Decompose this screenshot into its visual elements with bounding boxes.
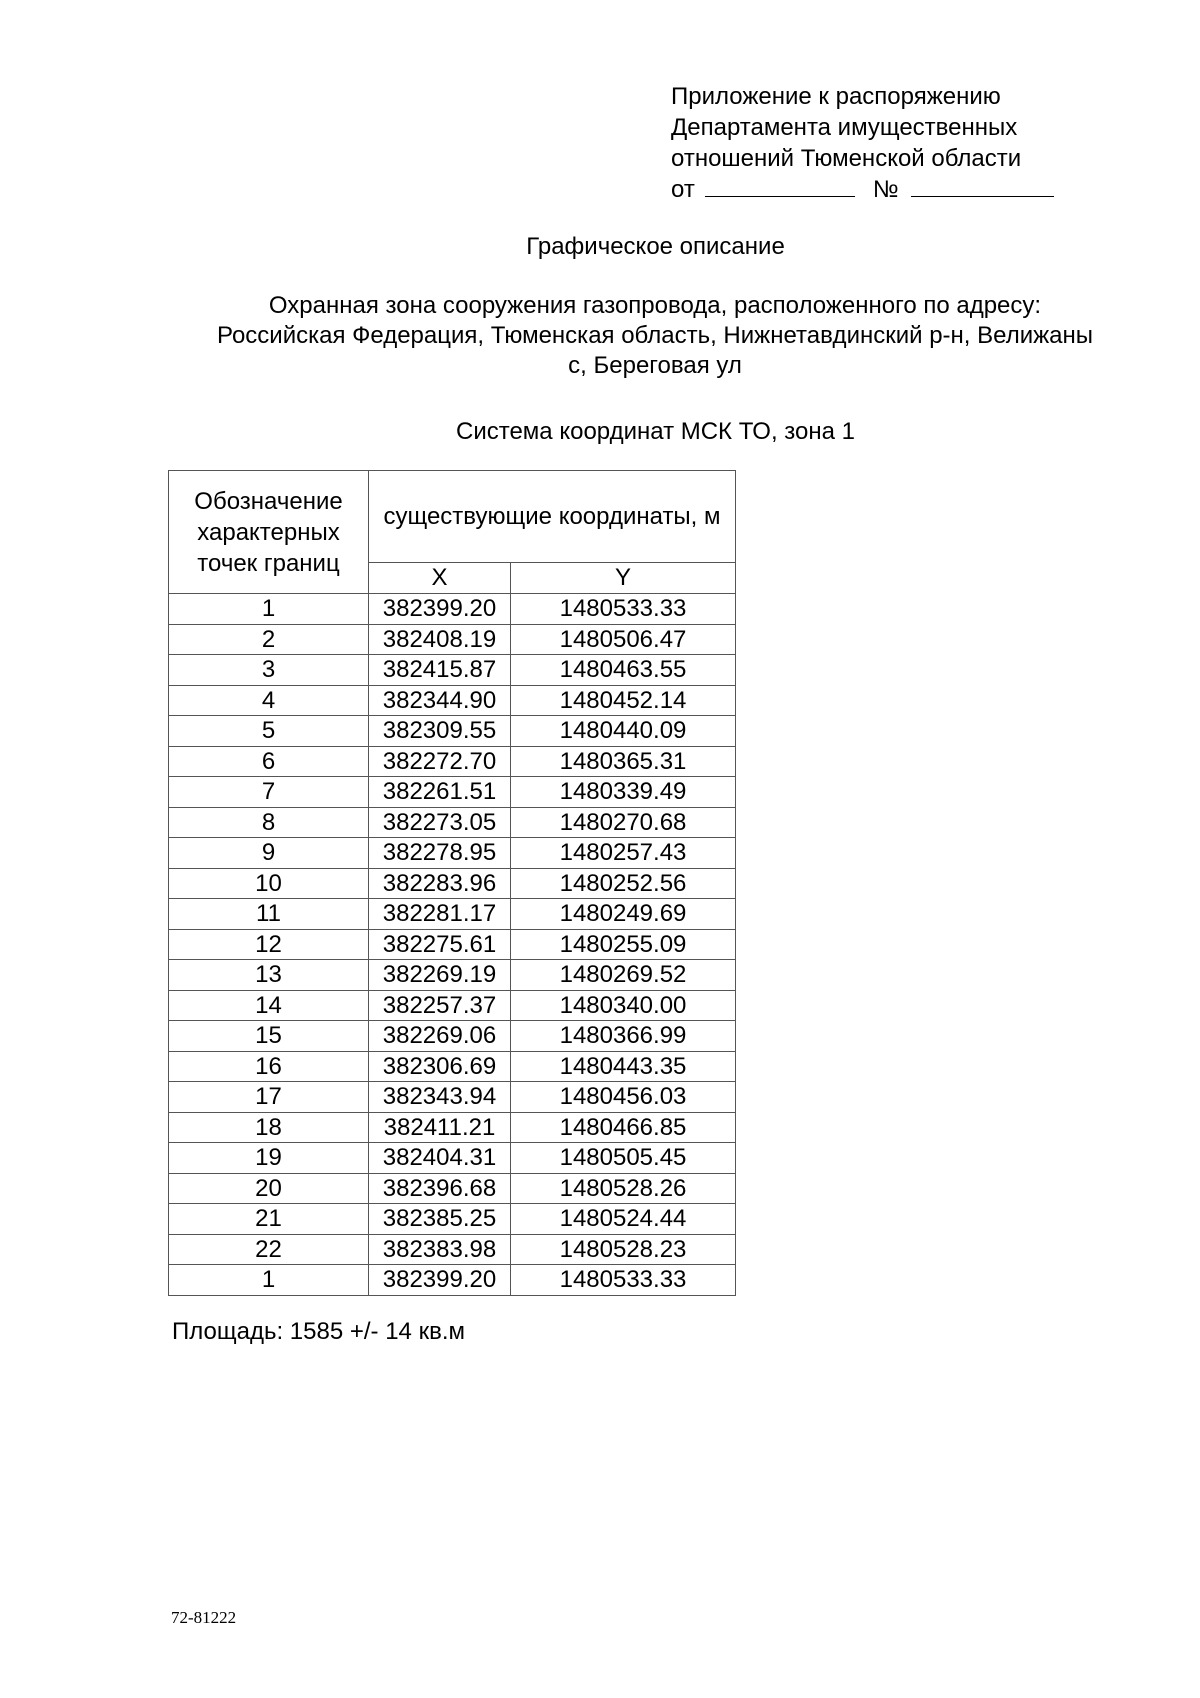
x-cell: 382399.20	[369, 1265, 511, 1296]
date-blank	[705, 174, 855, 197]
table-row	[169, 1112, 736, 1143]
point-cell: 1	[169, 1265, 369, 1296]
table-row	[169, 624, 736, 655]
zone-description-line-3: с, Береговая ул	[568, 352, 742, 379]
x-cell: 382404.31	[369, 1143, 511, 1174]
y-cell: 1480533.33	[511, 1265, 736, 1296]
point-cell: 6	[169, 746, 369, 777]
point-cell: 3	[169, 655, 369, 686]
table-row	[169, 1173, 736, 1204]
table-row	[169, 807, 736, 838]
x-cell: 382283.96	[369, 868, 511, 899]
point-cell: 10	[169, 868, 369, 899]
x-cell: 382281.17	[369, 899, 511, 930]
table-row	[169, 899, 736, 930]
x-cell: 382415.87	[369, 655, 511, 686]
y-cell: 1480524.44	[511, 1204, 736, 1235]
number-label: №	[872, 176, 899, 203]
point-cell: 15	[169, 1021, 369, 1052]
y-cell: 1480340.00	[511, 990, 736, 1021]
table-row	[169, 929, 736, 960]
table-row	[169, 716, 736, 747]
x-cell: 382343.94	[369, 1082, 511, 1113]
point-cell: 1	[169, 594, 369, 625]
y-cell: 1480366.99	[511, 1021, 736, 1052]
zone-description-line-2: Российская Федерация, Тюменская область, Нижнетавдинский р-н, Велижаны	[216, 322, 1094, 349]
area-text: Площадь: 1585 +/- 14 кв.м	[172, 1318, 465, 1345]
y-cell: 1480255.09	[511, 929, 736, 960]
table-row	[169, 685, 736, 716]
table-row	[169, 1234, 736, 1265]
zone-description-line-1: Охранная зона сооружения газопровода, расположенного по адресу:	[268, 292, 1042, 319]
coordinates-table	[168, 470, 736, 1296]
table-row	[169, 777, 736, 808]
point-cell: 4	[169, 685, 369, 716]
appendix-line-2: Департамента имущественных	[671, 114, 1018, 141]
point-cell: 14	[169, 990, 369, 1021]
point-cell: 11	[169, 899, 369, 930]
point-cell: 17	[169, 1082, 369, 1113]
point-cell: 12	[169, 929, 369, 960]
appendix-line-3: отношений Тюменской области	[671, 145, 1022, 172]
table-row	[169, 868, 736, 899]
x-cell: 382383.98	[369, 1234, 511, 1265]
y-cell: 1480456.03	[511, 1082, 736, 1113]
y-cell: 1480443.35	[511, 1051, 736, 1082]
x-cell: 382411.21	[369, 1112, 511, 1143]
point-cell: 9	[169, 838, 369, 869]
x-cell: 382257.37	[369, 990, 511, 1021]
header-point: Обозначение характерных точек границ	[169, 471, 369, 594]
appendix-date-number-line	[671, 174, 1054, 205]
y-cell: 1480257.43	[511, 838, 736, 869]
table-row	[169, 1265, 736, 1296]
y-cell: 1480528.23	[511, 1234, 736, 1265]
footer-code: 72-81222	[171, 1608, 237, 1627]
x-cell: 382278.95	[369, 838, 511, 869]
appendix-line-1: Приложение к распоряжению	[671, 83, 1001, 110]
point-cell: 18	[169, 1112, 369, 1143]
y-cell: 1480466.85	[511, 1112, 736, 1143]
y-cell: 1480339.49	[511, 777, 736, 808]
x-cell: 382272.70	[369, 746, 511, 777]
table-row	[169, 1143, 736, 1174]
point-cell: 22	[169, 1234, 369, 1265]
table-row	[169, 990, 736, 1021]
y-cell: 1480505.45	[511, 1143, 736, 1174]
header-coordinates: существующие координаты, м	[369, 471, 736, 563]
x-cell: 382273.05	[369, 807, 511, 838]
point-cell: 16	[169, 1051, 369, 1082]
point-cell: 21	[169, 1204, 369, 1235]
x-cell: 382408.19	[369, 624, 511, 655]
y-cell: 1480249.69	[511, 899, 736, 930]
y-cell: 1480252.56	[511, 868, 736, 899]
x-cell: 382306.69	[369, 1051, 511, 1082]
header-x: X	[369, 563, 511, 594]
y-cell: 1480528.26	[511, 1173, 736, 1204]
number-blank	[911, 174, 1054, 197]
x-cell: 382269.06	[369, 1021, 511, 1052]
point-cell: 7	[169, 777, 369, 808]
table-row	[169, 655, 736, 686]
table-row	[169, 594, 736, 625]
table-row	[169, 1204, 736, 1235]
y-cell: 1480533.33	[511, 594, 736, 625]
y-cell: 1480463.55	[511, 655, 736, 686]
appendix-block	[671, 81, 1054, 205]
x-cell: 382396.68	[369, 1173, 511, 1204]
point-cell: 5	[169, 716, 369, 747]
from-label: от	[671, 176, 695, 203]
x-cell: 382261.51	[369, 777, 511, 808]
coordinate-system: Система координат МСК ТО, зона 1	[456, 418, 855, 445]
y-cell: 1480270.68	[511, 807, 736, 838]
x-cell: 382344.90	[369, 685, 511, 716]
y-cell: 1480269.52	[511, 960, 736, 991]
table-row	[169, 960, 736, 991]
point-cell: 8	[169, 807, 369, 838]
table-row	[169, 746, 736, 777]
zone-description	[160, 291, 1150, 381]
table-row	[169, 1082, 736, 1113]
y-cell: 1480440.09	[511, 716, 736, 747]
x-cell: 382269.19	[369, 960, 511, 991]
x-cell: 382309.55	[369, 716, 511, 747]
coordinates-table-body	[169, 594, 736, 1296]
point-cell: 19	[169, 1143, 369, 1174]
x-cell: 382399.20	[369, 594, 511, 625]
document-title: Графическое описание	[526, 233, 785, 260]
point-cell: 13	[169, 960, 369, 991]
y-cell: 1480452.14	[511, 685, 736, 716]
point-cell: 2	[169, 624, 369, 655]
table-row	[169, 1021, 736, 1052]
x-cell: 382275.61	[369, 929, 511, 960]
header-y: Y	[511, 563, 736, 594]
y-cell: 1480365.31	[511, 746, 736, 777]
table-row	[169, 838, 736, 869]
x-cell: 382385.25	[369, 1204, 511, 1235]
point-cell: 20	[169, 1173, 369, 1204]
y-cell: 1480506.47	[511, 624, 736, 655]
table-row	[169, 1051, 736, 1082]
